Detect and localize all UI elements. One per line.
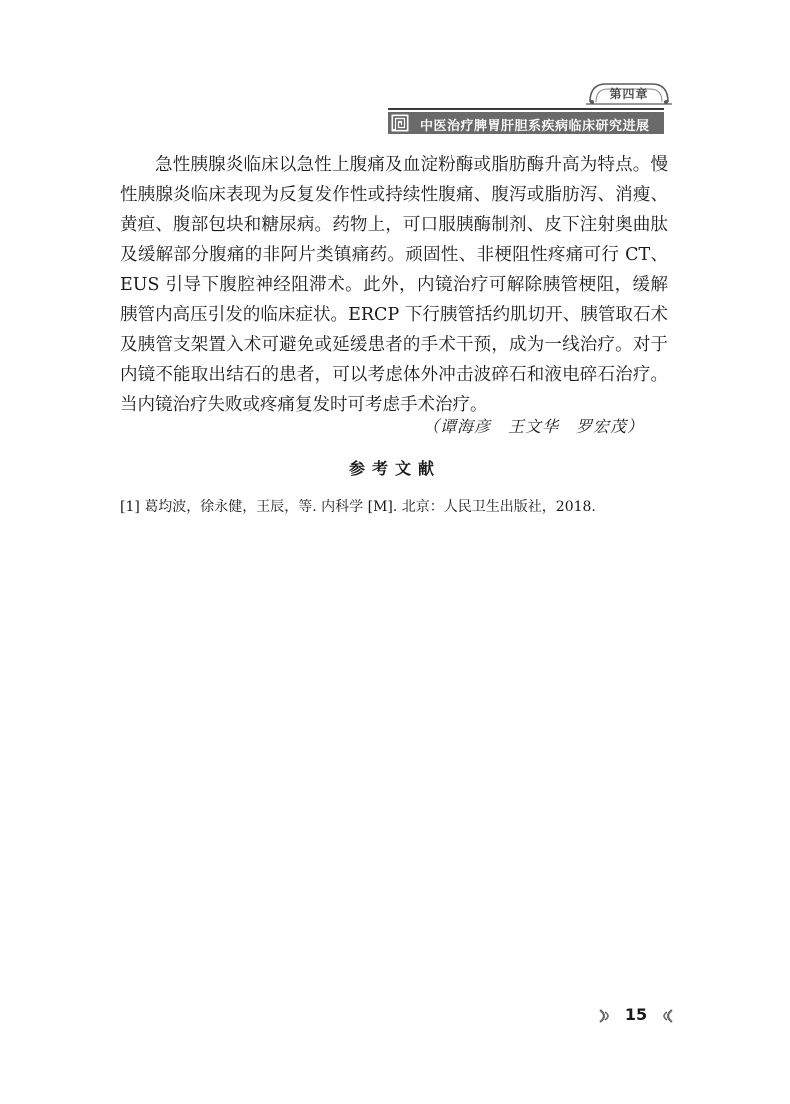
series-title: 中医治疗脾胃肝胆系疾病临床研究进展 [420, 119, 650, 134]
author-attribution: （谭海彦 王文华 罗宏茂） [422, 417, 644, 436]
header-rule [388, 108, 664, 110]
reference-list [120, 496, 680, 518]
page-number-block [596, 1003, 676, 1029]
page-number: 15 [624, 1005, 648, 1024]
series-title-bar [388, 112, 664, 134]
reference-item: [1] 葛均波，徐永健，王辰，等. 内科学 [M]. 北京：人民卫生出版社，2018. [120, 499, 596, 515]
fret-pattern-icon [391, 114, 409, 132]
chapter-badge [586, 78, 672, 106]
references-heading: 参考文献 [348, 459, 441, 478]
running-header [0, 0, 790, 140]
right-ornament-icon [656, 1006, 676, 1026]
body-paragraph: 急性胰腺炎临床以急性上腹痛及血淀粉酶或脂肪酶升高为特点。慢性胰腺炎临床表现为反复发作性或持续性腹痛、腹泻或脂肪泻、消瘦、黄疸、腹部包块和糖尿病。药物上，可口服胰酶制剂、皮下注射奥曲肽及缓解部分腹痛的非阿片类镇痛药。顽固性、非梗阻性疼痛可行 CT、EUS 引导下腹腔神经阻滞术。此外，内镜治疗可解除胰管梗阻，缓解胰管内高压引发的临床症状。ERCP 下行胰管括约肌切开、胰管取石术及胰管支架置入术可避免或延缓患者的手术干预，成为一线治疗。对于内镜不能取出结石的患者，可以考虑体外冲击波碎石和液电碎石治疗。当内镜治疗失败或疼痛复发时可考虑手术治疗。 [120, 155, 668, 415]
chapter-label: 第四章 [609, 87, 649, 101]
left-ornament-icon [596, 1006, 616, 1026]
